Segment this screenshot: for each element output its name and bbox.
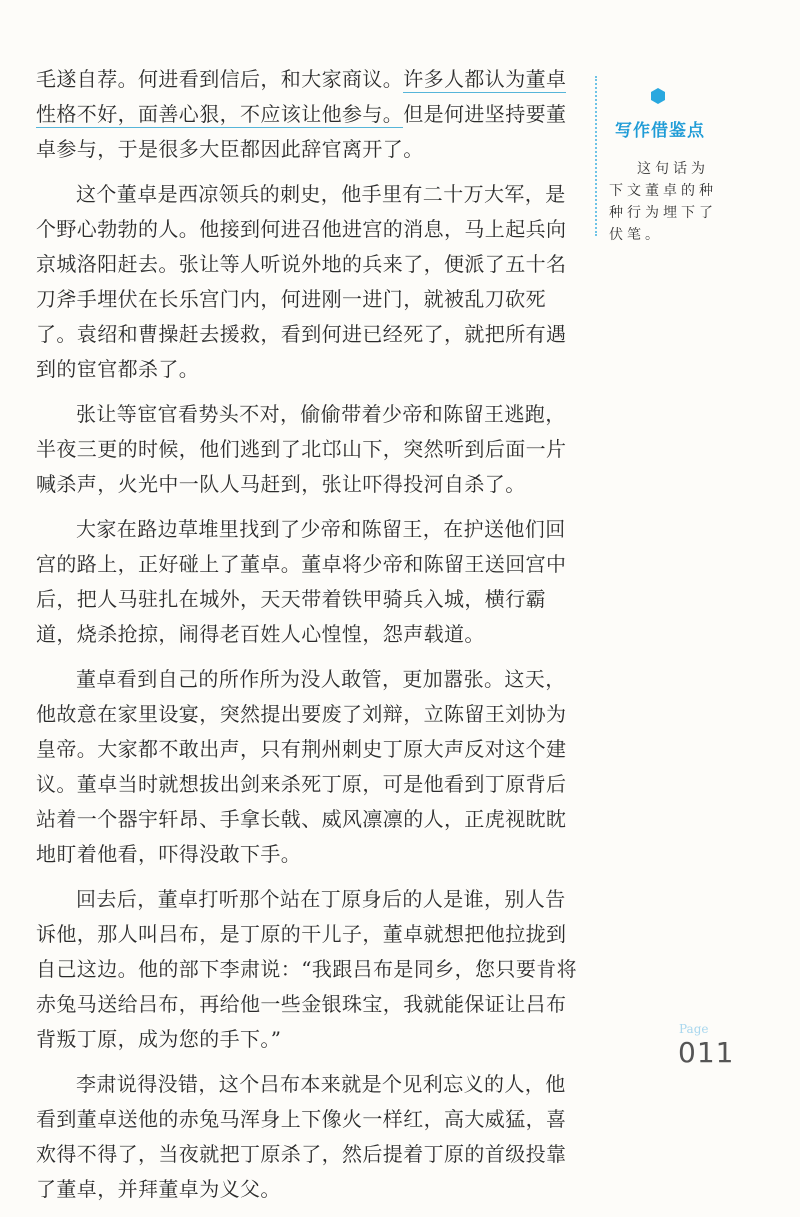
paragraph-1-start: 毛遂自荐。何进看到信后，和大家商议。 <box>36 67 404 91</box>
hexagon-icon <box>651 88 665 104</box>
paragraph-1-end: 但是何进坚持要董卓参与，于是很多大臣都因此辞官离开了。 <box>36 102 567 161</box>
sidebar-dotted-line <box>595 76 597 236</box>
sidebar-title: 写作借鉴点 <box>615 121 705 141</box>
paragraph-6: 回去后，董卓打听那个站在丁原身后的人是谁，别人告诉他，那人叫吕布，是丁原的干儿子，董卓就想把他拉拢到自己这边。他的部下李肃说：“我跟吕布是同乡，您只要肯将赤兔马送给吕布，再给他一些金银珠宝，我就能保证让吕布背叛丁原，成为您的手下。” <box>36 887 578 1051</box>
writing-note-sidebar <box>595 72 725 243</box>
highlighted-sentence: 许多人都认为董卓性格不好，面善心狠，不应该让他参与。 <box>36 67 567 126</box>
main-text <box>36 62 584 1217</box>
paragraph-4: 大家在路边草堆里找到了少帝和陈留王，在护送他们回宫的路上，正好碰上了董卓。董卓将少帝和陈留王送回宫中后，把人马驻扎在城外，天天带着铁甲骑兵入城，横行霸道，烧杀抢掠，闹得老百姓人心惶惶，怨声载道。 <box>36 517 567 646</box>
paragraph-2: 这个董卓是西凉领兵的刺史，他手里有二十万大军，是个野心勃勃的人。他接到何进召他进宫的消息，马上起兵向京城洛阳赶去。张让等人听说外地的兵来了，便派了五十名刀斧手埋伏在长乐宫门内，何进刚一进门，就被乱刀砍死了。袁绍和曹操赶去援救，看到何进已经死了，就把所有遇到的宦官都杀了。 <box>36 182 567 381</box>
paragraph-7: 李肃说得没错，这个吕布本来就是个见利忘义的人，他看到董卓送他的赤兔马浑身上下像火一样红，高大威猛，喜欢得不得了，当夜就把丁原杀了，然后提着丁原的首级投靠了董卓，并拜董卓为义父。 <box>36 1072 567 1201</box>
sidebar-body: 这句话为下文董卓的种种行为埋下了伏笔。 <box>609 161 717 243</box>
paragraph-5: 董卓看到自己的所作所为没人敢管，更加嚣张。这天，他故意在家里设宴，突然提出要废了刘辩，立陈留王刘协为皇帝。大家都不敢出声，只有荆州刺史丁原大声反对这个建议。董卓当时就想拔出剑来杀死丁原，可是他看到丁原背后站着一个器宇轩昂、手拿长戟、威风凛凛的人，正虎视眈眈地盯着他看，吓得没敢下手。 <box>36 667 567 866</box>
page-label: Page <box>679 1022 709 1036</box>
paragraph-1 <box>36 62 584 167</box>
paragraph-3: 张让等宦官看势头不对，偷偷带着少帝和陈留王逃跑，半夜三更的时候，他们逃到了北邙山下，突然听到后面一片喊杀声，火光中一队人马赶到，张让吓得投河自杀了。 <box>36 402 567 496</box>
page-number: 011 <box>678 1036 735 1069</box>
